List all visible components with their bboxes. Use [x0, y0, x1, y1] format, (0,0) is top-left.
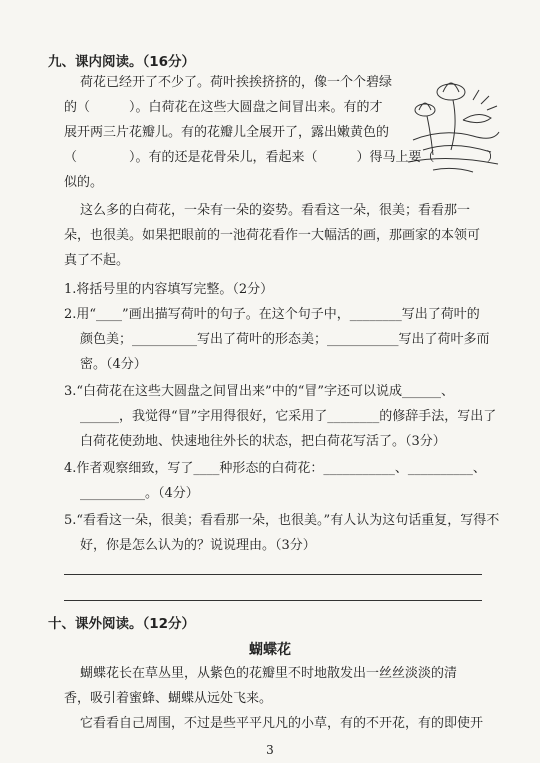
passage-line: （ ）。有的还是花骨朵儿，看起来（ ）得马上要（ ）	[64, 150, 500, 165]
question-5-cont: 好，你是怎么认为的？说说理由。（3分）	[80, 538, 316, 553]
answer-line[interactable]	[64, 600, 482, 601]
section9-heading: 九、课内阅读。（16分）	[48, 54, 196, 70]
passage-line: 的（ ）。白荷花在这些大圆盘之间冒出来。有的才	[64, 100, 383, 115]
passage-line: 它看看自己周围，不过是些平平凡凡的小草，有的不开花，有的即使开	[80, 716, 484, 731]
question-2: 2.用“____”画出描写荷叶的句子。在这个句子中，________写出了荷叶的	[64, 307, 480, 322]
story-title: 蝴蝶花	[249, 642, 291, 658]
passage-line: 展开两三片花瓣儿。有的花瓣儿全展开了，露出嫩黄色的	[64, 125, 390, 140]
passage-line: 荷花已经开了不少了。荷叶挨挨挤挤的，像一个个碧绿	[80, 75, 393, 90]
question-2-cont: 颜色美；__________写出了荷叶的形态美；___________写出了荷叶多而	[80, 332, 490, 347]
passage-line: 蝴蝶花长在草丛里，从紫色的花瓣里不时地散发出一丝丝淡淡的清	[80, 666, 458, 681]
question-5: 5.“看看这一朵，很美；看看那一朵，也很美。”有人认为这句话重复，写得不	[64, 513, 500, 528]
question-3: 3.“白荷花在这些大圆盘之间冒出来”中的“冒”字还可以说成______、	[64, 384, 454, 399]
answer-line[interactable]	[64, 574, 482, 575]
passage-line: 似的。	[64, 175, 104, 190]
question-4: 4.作者观察细致，写了____种形态的白荷花：___________、__________、	[64, 461, 486, 476]
passage-line: 这么多的白荷花，一朵有一朵的姿势。看看这一朵，很美；看看那一	[80, 203, 471, 218]
question-2-cont: 密。（4分）	[80, 357, 147, 372]
question-1: 1.将括号里的内容填写完整。（2分）	[64, 282, 274, 297]
question-3-cont: 白荷花使劲地、快速地往外长的状态，把白荷花写活了。（3分）	[80, 434, 446, 449]
passage-line: 真了不起。	[64, 253, 130, 268]
question-4-cont: __________。（4分）	[80, 486, 199, 501]
question-3-cont: ______，我觉得“冒”字用得很好，它采用了________的修辞手法，写出了	[80, 409, 497, 424]
passage-line: 香，吸引着蜜蜂、蝴蝶从远处飞来。	[64, 691, 273, 706]
section10-heading: 十、课外阅读。（12分）	[48, 616, 196, 632]
page-number: 3	[266, 743, 274, 757]
passage-line: 朵，也很美。如果把眼前的一池荷花看作一大幅活的画，那画家的本领可	[64, 228, 481, 243]
